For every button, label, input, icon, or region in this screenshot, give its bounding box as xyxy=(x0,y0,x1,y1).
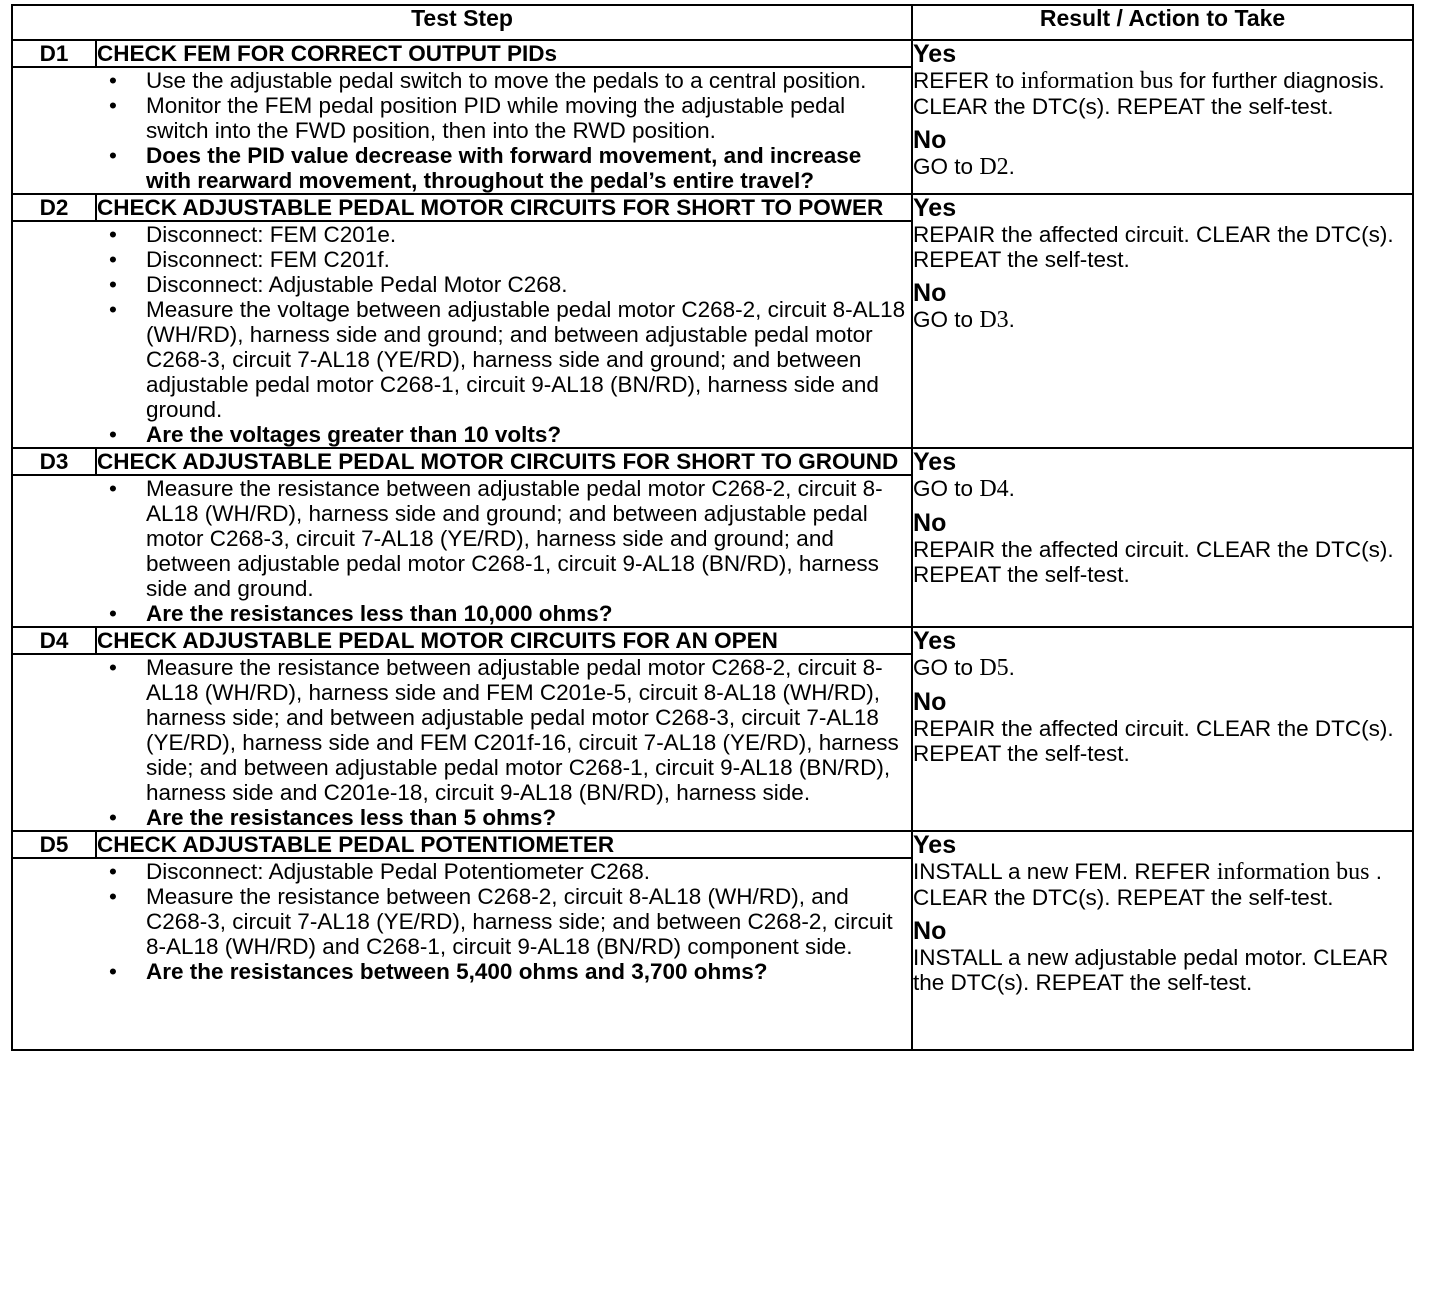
no-action: REPAIR the affected circuit. CLEAR the DTC(s). REPEAT the self-test. xyxy=(913,537,1394,587)
step-bullet-list xyxy=(13,222,911,447)
yes-action xyxy=(913,859,1412,910)
yes-label: Yes xyxy=(913,40,957,68)
step-bullet: • Use the adjustable pedal switch to move the pedals to a central position. xyxy=(13,68,911,93)
yes-action-text: INSTALL a new FEM. REFER xyxy=(913,859,1211,884)
no-action xyxy=(913,307,1412,333)
step-question: • Are the resistances less than 5 ohms? xyxy=(13,805,911,830)
yes-action xyxy=(913,68,1412,119)
yes-label: Yes xyxy=(913,194,957,222)
cross-reference: D5 xyxy=(979,655,1009,681)
no-label: No xyxy=(913,279,947,307)
step-question: • Are the resistances less than 10,000 ohms? xyxy=(13,601,911,626)
no-label: No xyxy=(913,917,947,945)
cross-reference: D4 xyxy=(979,476,1009,502)
no-action-text: . xyxy=(1008,154,1015,179)
step-bullet: • Disconnect: FEM C201e. xyxy=(13,222,911,247)
step-title-row xyxy=(12,448,1413,475)
step-bullet: • Monitor the FEM pedal position PID while moving the adjustable pedal switch into the FWD position, then into the RWD position. xyxy=(13,93,911,143)
cross-reference: information bus xyxy=(1020,68,1174,94)
step-bullet-list xyxy=(13,859,911,984)
step-result xyxy=(912,627,1413,831)
cross-reference: D3 xyxy=(979,307,1009,333)
step-question: • Are the voltages greater than 10 volts? xyxy=(13,422,911,447)
step-body xyxy=(12,475,912,627)
no-action-text: . xyxy=(1008,307,1015,332)
no-action: INSTALL a new adjustable pedal motor. CLEAR the DTC(s). REPEAT the self-test. xyxy=(913,945,1389,995)
step-id: D3 xyxy=(12,448,96,475)
step-question: • Does the PID value decrease with forward movement, and increase with rearward movement, throughout the pedal’s entire travel? xyxy=(13,143,911,193)
step-id: D4 xyxy=(12,627,96,654)
no-action xyxy=(913,154,1412,180)
yes-label: Yes xyxy=(913,627,957,655)
step-result xyxy=(912,40,1413,194)
step-bullet: • Disconnect: Adjustable Pedal Motor C268. xyxy=(13,272,911,297)
step-title-row xyxy=(12,627,1413,654)
step-id: D2 xyxy=(12,194,96,221)
step-result xyxy=(912,831,1413,1050)
step-bullet-list xyxy=(13,476,911,626)
no-label: No xyxy=(913,688,947,716)
yes-action-text: . CLEAR the DTC(s). REPEAT the self-test. xyxy=(913,859,1383,910)
yes-action: REPAIR the affected circuit. CLEAR the DTC(s). REPEAT the self-test. xyxy=(913,222,1394,272)
table-header-row xyxy=(12,5,1413,40)
yes-label: Yes xyxy=(913,831,957,859)
step-title-row xyxy=(12,40,1413,67)
step-bullet: • Measure the resistance between adjustable pedal motor C268-2, circuit 8-AL18 (WH/RD), harness side and FEM C201e-5, circuit 8-AL18 (WH/RD), harness side; and between adjustable pedal motor C268-3, circuit 7-AL18 (YE/RD), harness side and FEM C201f-16, circuit 7-AL18 (YE/RD), harness side; and between adjustable pedal motor C268-1, circuit 9-AL18 (BN/RD), harness side and C201e-18, circuit 9-AL18 (BN/RD), harness side. xyxy=(13,655,911,805)
step-id: D5 xyxy=(12,831,96,858)
step-body xyxy=(12,654,912,831)
yes-action-text: . xyxy=(1008,476,1015,501)
step-bullet-list xyxy=(13,68,911,193)
yes-label: Yes xyxy=(913,448,957,476)
yes-action-text: GO to xyxy=(913,476,974,501)
step-title: CHECK ADJUSTABLE PEDAL MOTOR CIRCUITS FOR SHORT TO GROUND xyxy=(96,448,912,475)
step-title: CHECK ADJUSTABLE PEDAL MOTOR CIRCUITS FOR SHORT TO POWER xyxy=(96,194,912,221)
step-result xyxy=(912,194,1413,448)
step-bullet: • Measure the resistance between adjustable pedal motor C268-2, circuit 8-AL18 (WH/RD), harness side and ground; and between adjustable pedal motor C268-3, circuit 7-AL18 (YE/RD), harness side and ground; and between adjustable pedal motor C268-1, circuit 9-AL18 (BN/RD), harness side and ground. xyxy=(13,476,911,601)
step-title-row xyxy=(12,831,1413,858)
step-result xyxy=(912,448,1413,627)
step-bullet-list xyxy=(13,655,911,830)
yes-action-text: . xyxy=(1008,655,1015,680)
step-id: D1 xyxy=(12,40,96,67)
step-title: CHECK ADJUSTABLE PEDAL MOTOR CIRCUITS FOR AN OPEN xyxy=(96,627,912,654)
step-bullet: • Disconnect: FEM C201f. xyxy=(13,247,911,272)
header-result-action: Result / Action to Take xyxy=(912,5,1413,40)
step-body xyxy=(12,221,912,448)
step-question: • Are the resistances between 5,400 ohms and 3,700 ohms? xyxy=(13,959,911,984)
header-test-step: Test Step xyxy=(12,5,912,40)
yes-action xyxy=(913,476,1412,502)
cross-reference: D2 xyxy=(979,154,1009,180)
step-title: CHECK ADJUSTABLE PEDAL POTENTIOMETER xyxy=(96,831,912,858)
yes-action-text: GO to xyxy=(913,655,974,680)
yes-action-text: for further diagnosis. CLEAR the DTC(s). REPEAT the self-test. xyxy=(913,68,1385,119)
diagnostic-procedure-table xyxy=(11,4,1414,1051)
step-body xyxy=(12,858,912,1050)
step-title: CHECK FEM FOR CORRECT OUTPUT PIDs xyxy=(96,40,912,67)
step-bullet: • Disconnect: Adjustable Pedal Potentiometer C268. xyxy=(13,859,911,884)
step-bullet: • Measure the resistance between C268-2, circuit 8-AL18 (WH/RD), and C268-3, circuit 7-AL18 (YE/RD), harness side; and between C268-2, circuit 8-AL18 (WH/RD) and C268-1, circuit 9-AL18 (BN/RD) component side. xyxy=(13,884,911,959)
no-action-text: GO to xyxy=(913,307,974,332)
no-label: No xyxy=(913,126,947,154)
step-title-row xyxy=(12,194,1413,221)
yes-action xyxy=(913,655,1412,681)
no-action: REPAIR the affected circuit. CLEAR the DTC(s). REPEAT the self-test. xyxy=(913,716,1394,766)
step-bullet: • Measure the voltage between adjustable pedal motor C268-2, circuit 8-AL18 (WH/RD), harness side and ground; and between adjustable pedal motor C268-3, circuit 7-AL18 (YE/RD), harness side and ground; and between adjustable pedal motor C268-1, circuit 9-AL18 (BN/RD), harness side and ground. xyxy=(13,297,911,422)
yes-action-text: REFER to xyxy=(913,68,1015,93)
step-body xyxy=(12,67,912,194)
cross-reference: information bus xyxy=(1216,859,1370,885)
no-action-text: GO to xyxy=(913,154,974,179)
no-label: No xyxy=(913,509,947,537)
